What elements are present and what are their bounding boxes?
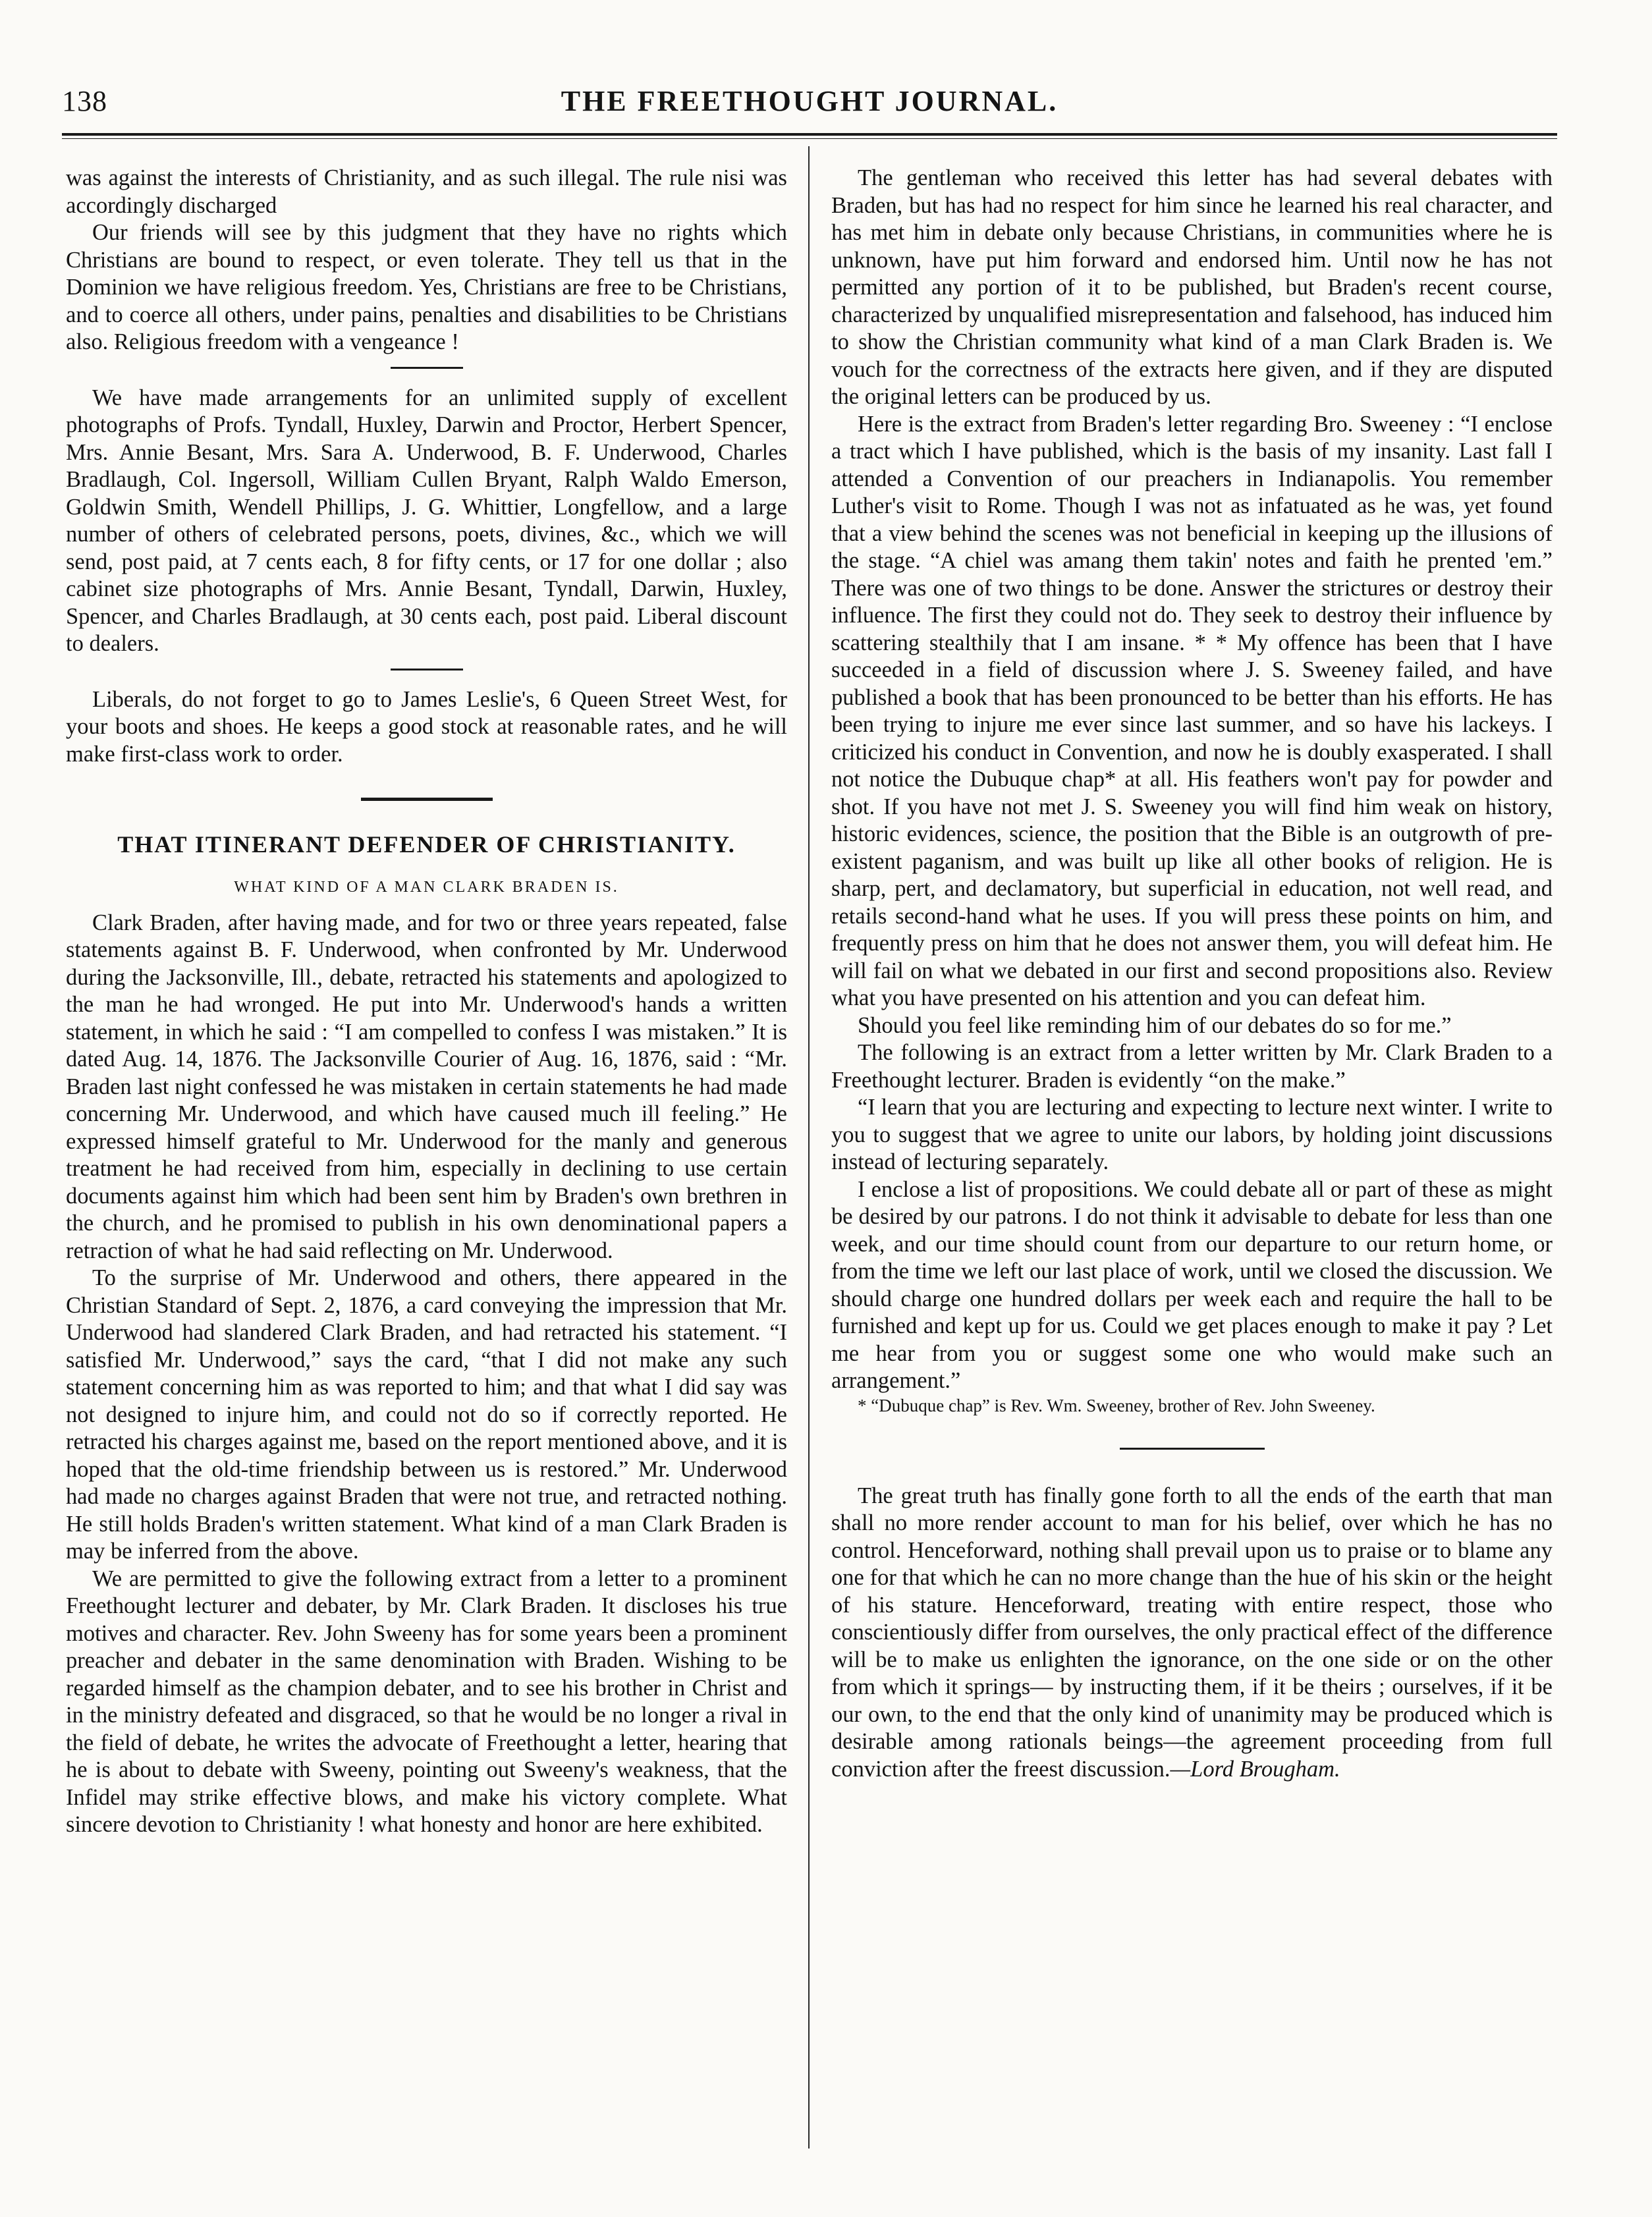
paragraph: Here is the extract from Braden's letter regarding Bro. Sweeney : “I enclose a tract which I have published, which is the basis of my insanity. Last fall I attended a Convention of our preachers in Indianapolis. You remember Luther's visit to Rome. Though I was not as infatuated as he was, yet found that a view behind the scenes was not beneficial in keeping up the illusions of the stage. “A chiel was amang them takin' notes and faith he prented 'em.” There was one of two things to be done. Answer the strictures or destroy their influence. The first they could not do. They seek to destroy their influence by scattering stealthily that I am insane. * * My offence has been that I have succeeded in a field of discussion where J. S. Sweeney failed, and have published a book that has been pronounced to be better than his efforts. He has been trying to injure me ever since last summer, and so have his lackeys. I criticized his conduct in Convention, and now he is doubly exasperated. I shall not notice the Dubuque chap* at all. His feathers won't pay for powder and shot. If you have not met J. S. Sweeney you will find him weak on history, historic evidences, science, the position that the Bible is an outgrowth of pre-existent paganism, and was built up like all other books of religion. He is sharp, pert, and declamatory, but superficial in education, not well read, and retails second-hand what he uses. If you will press these points on him, and frequently press on him that he does not answer them, you will defeat him. He will fail on what we debated in our first and second propositions also. Review what you have presented on his attention and you can defeat him. (831, 411, 1553, 1010)
paragraph: To the surprise of Mr. Underwood and others, there appeared in the Christian Standard of Sept. 2, 1876, a card conveying the impression that Mr. Underwood had slandered Clark Braden, and had retracted his statement. “I satisfied Mr. Underwood,” says the card, “that I did not make any such statement concerning him as was reported to him; and that what I did say was not designed to injure him, and could not do so if correctly reported. He retracted his charges against me, based on the report mentioned above, and it is hoped that the old-time friendship between us is restored.” Mr. Underwood had made no charges against Braden that were not true, and retracted nothing. He still holds Braden's written statement. What kind of a man Clark Braden is may be inferred from the above. (66, 1265, 787, 1564)
paragraph: Liberals, do not forget to go to James Leslie's, 6 Queen Street West, for your boots and shoes. He keeps a good stock at reasonable rates, and he will make first-class work to order. (66, 686, 787, 767)
header-rule (62, 133, 1557, 136)
header-rule-thin (62, 138, 1557, 139)
paragraph: We have made arrangements for an unlimited supply of excellent photographs of Profs. Tyndall, Huxley, Darwin and Proctor, Herbert Spencer, Mrs. Annie Besant, Mrs. Sara A. Underwood, B. F. Underwood, Charles Bradlaugh, Col. Ingersoll, William Cullen Bryant, Ralph Waldo Emerson, Goldwin Smith, Wendell Phillips, J. G. Whittier, Longfellow, and a large number of others of celebrated persons, poets, divines, &c., which we will send, post paid, at 7 cents each, 8 for fifty cents, or 17 for one dollar ; also cabinet size photographs of Mrs. Annie Besant, Tyndall, Darwin, Huxley, Spencer, and Charles Bradlaugh, at 30 cents each, post paid. Liberal discount to dealers. (66, 385, 787, 656)
page-header (62, 84, 1557, 130)
article-subheading: WHAT KIND OF A MAN CLARK BRADEN IS. (234, 879, 619, 896)
paragraph: Clark Braden, after having made, and for two or three years repeated, false statements against B. F. Underwood, when confronted by Mr. Underwood during the Jacksonville, Ill., debate, retracted his statements and apologized to the man he had wronged. He put into Mr. Underwood's hands a written statement, in which he said : “I am compelled to confess I was mistaken.” It is dated Aug. 14, 1876. The Jacksonville Courier of Aug. 16, 1876, said : “Mr. Braden last night confessed he was mistaken in certain statements he had made concerning Mr. Underwood, and which have caused much ill feeling.” He expressed himself grateful to Mr. Underwood for the manly and generous treatment he had received from him, especially in declining to use certain documents against him which had been sent him by Braden's own brethren in the church, and he promised to publish in his own denominational papers a retraction of what he had said reflecting on Mr. Underwood. (66, 910, 787, 1263)
quotation-paragraph (831, 1483, 1553, 1784)
article-heading: THAT ITINERANT DEFENDER OF CHRISTIANITY. (117, 831, 736, 858)
paragraph: was against the interests of Christianity, and as such illegal. The rule nisi was accordingly discharged (66, 165, 787, 218)
divider (391, 669, 463, 671)
paragraph: We are permitted to give the following extract from a letter to a prominent Freethought lecturer and debater, by Mr. Clark Braden. It discloses his true motives and character. Rev. John Sweeny has for some years been a prominent preacher and debater in the same denomination with Braden. Wishing to be regarded himself as the champion debater, and to see his brother in Christ and in the ministry defeated and disgraced, so that he would be no longer a rival in the field of debate, he writes the advocate of Freethought a letter, hearing that he is about to debate with Sweeny, pointing out Sweeny's weakness, that the Infidel may strike effective blows, and make his victory complete. What sincere devotion to Christianity ! what honesty and honor are here exhibited. (66, 1566, 787, 1837)
divider (1120, 1448, 1265, 1450)
journal-title: THE FREETHOUGHT JOURNAL. (561, 85, 1059, 117)
right-column (831, 165, 1553, 1783)
left-column (66, 165, 787, 1839)
paragraph: The following is an extract from a letter written by Mr. Clark Braden to a Freethought lecturer. Braden is evidently “on the make.” (831, 1040, 1553, 1093)
paragraph: The gentleman who received this letter has had several debates with Braden, but has had no respect for him since he learned his real character, and has met him in debate only because Christians, in communities where he is unknown, have put him forward and endorsed him. Until now he has not permitted any portion of it to be published, but Braden's recent course, characterized by unqualified misrepresentation and falsehood, has induced him to show the Christian community what kind of a man Clark Braden is. We vouch for the correctness of the extracts here given, and if they are disputed the original letters can be produced by us. (831, 165, 1553, 409)
paragraph: Our friends will see by this judgment that they have no rights which Christians are bound to respect, or even tolerate. They tell us that in the Dominion we have religious freedom. Yes, Christians are free to be Christians, and to coerce all others, under pains, penalties and disabilities to be Christians also. Religious freedom with a vengeance ! (66, 220, 787, 354)
page-number: 138 (62, 85, 107, 117)
section-divider (66, 784, 787, 811)
paragraph: I enclose a list of propositions. We could debate all or part of these as might be desired by our patrons. I do not think it advisable to debate for less than one week, and our time should count from our departure to our return home, or from the time we left our last place of work, until we closed the discussion. We should charge one hundred dollars per week each and require the hall to be furnished and kept up for us. Could we get places enough to make it pay ? Let me hear from you or suggest some one who would make such an arrangement.” (831, 1176, 1553, 1393)
footnote: * “Dubuque chap” is Rev. Wm. Sweeney, brother of Rev. John Sweeney. (858, 1395, 1375, 1415)
paragraph: Should you feel like reminding him of our debates do so for me.” (858, 1012, 1452, 1038)
column-divider (808, 146, 810, 2149)
quotation-text: The great truth has finally gone forth to all the ends of the earth that man shall no more render account to man for his belief, over which he has no control. Henceforward, nothing shall prevail upon us to praise or to blame any one for that which he can no more change than the hue of his skin or the height of his stature. Henceforward, treating with entire respect, those who conscientiously differ from ourselves, the only practical effect of the difference will be to make us enlighten the ignorance, on the one side or on the other from which it springs— by instructing them, if it be theirs ; ourselves, if it be our own, to the end that the only kind of unanimity may be produced which is desirable among rationals beings—the agreement proceeding from full conviction after the freest discussion. (831, 1483, 1553, 1782)
quotation-attribution: —Lord Brougham. (1170, 1756, 1340, 1782)
divider (391, 367, 463, 369)
paragraph: “I learn that you are lecturing and expecting to lecture next winter. I write to you to suggest that we agree to unite our labors, by holding joint discussions instead of lecturing separately. (831, 1095, 1553, 1174)
